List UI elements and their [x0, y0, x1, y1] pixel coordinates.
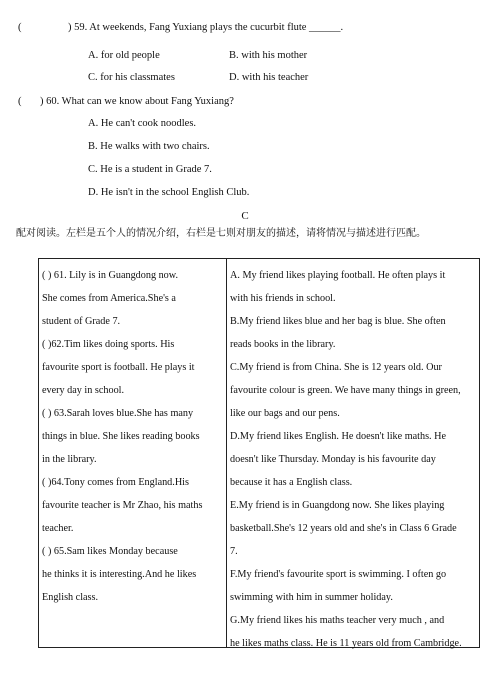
right-column-line: with his friends in school.	[230, 293, 336, 305]
left-column-line: every day in school.	[42, 385, 125, 397]
right-column-line: swimming with him in summer holiday.	[230, 592, 393, 604]
question-59-option-d: D. with his teacher	[229, 72, 309, 83]
question-59-option-a: A. for old people	[88, 50, 160, 61]
question-60-bracket: (	[18, 96, 22, 107]
left-column-line: in the library.	[42, 454, 97, 466]
question-59-text: ) 59. At weekends, Fang Yuxiang plays the cucurbit flute ______.	[68, 22, 344, 33]
right-column-line: basketball.She's 12 years old and she's in Class 6 Grade	[230, 523, 457, 535]
right-column-line: 7.	[230, 546, 238, 558]
section-letter: C	[241, 210, 249, 222]
left-column	[42, 265, 222, 610]
right-column-line: like our bags and our pens.	[230, 408, 340, 420]
right-column-line: B.My friend likes blue and her bag is blue. She often	[230, 316, 446, 328]
question-60-option-a: A. He can't cook noodles.	[88, 118, 197, 129]
left-column-line: ( ) 61. Lily is in Guangdong now.	[42, 270, 179, 282]
right-column-line: he likes maths class. He is 11 years old from Cambridge.	[230, 638, 462, 650]
right-column-line: G.My friend likes his maths teacher very much , and	[230, 615, 445, 627]
question-59-option-c: C. for his classmates	[88, 72, 175, 83]
left-column-line: ( )64.Tony comes from England.His	[42, 477, 189, 489]
question-60-option-c: C. He is a student in Grade 7.	[88, 164, 212, 175]
left-column-line: he thinks it is interesting.And he likes	[42, 569, 197, 581]
left-column-line: She comes from America.She's a	[42, 293, 176, 305]
left-column-line: favourite sport is football. He plays it	[42, 362, 195, 374]
left-column-line: teacher.	[42, 523, 74, 535]
matching-table	[38, 258, 480, 648]
right-column-line: D.My friend likes English. He doesn't like maths. He	[230, 431, 447, 443]
question-60-option-d: D. He isn't in the school English Club.	[88, 187, 250, 198]
column-divider	[226, 259, 227, 647]
left-column-line: English class.	[42, 592, 99, 604]
left-column-line: favourite teacher is Mr Zhao, his maths	[42, 500, 203, 512]
left-column-line: student of Grade 7.	[42, 316, 121, 328]
left-column-line: ( ) 63.Sarah loves blue.She has many	[42, 408, 194, 420]
left-column-line: things in blue. She likes reading books	[42, 431, 200, 443]
question-60-option-b: B. He walks with two chairs.	[88, 141, 210, 152]
section-instruction: 配对阅读。左栏是五个人的情况介绍，右栏是七则对朋友的描述，请将情况与描述进行匹配。	[16, 228, 426, 239]
right-column-line: C.My friend is from China. She is 12 years old. Our	[230, 362, 442, 374]
right-column	[230, 265, 477, 656]
right-column-line: favourite colour is green. We have many things in green,	[230, 385, 461, 397]
right-column-line: E.My friend is in Guangdong now. She likes playing	[230, 500, 445, 512]
right-column-line: doesn't like Thursday. Monday is his favourite day	[230, 454, 436, 466]
question-59-option-b: B. with his mother	[229, 50, 308, 61]
right-column-line: because it has a English class.	[230, 477, 353, 489]
left-column-line: ( )62.Tim likes doing sports. His	[42, 339, 175, 351]
right-column-line: F.My friend's favourite sport is swimming. I often go	[230, 569, 447, 581]
right-column-line: reads books in the library.	[230, 339, 336, 351]
right-column-line: A. My friend likes playing football. He often plays it	[230, 270, 446, 282]
question-59-bracket: (	[18, 22, 22, 33]
left-column-line: ( ) 65.Sam likes Monday because	[42, 546, 178, 558]
question-60-text: ) 60. What can we know about Fang Yuxiang?	[40, 96, 234, 107]
